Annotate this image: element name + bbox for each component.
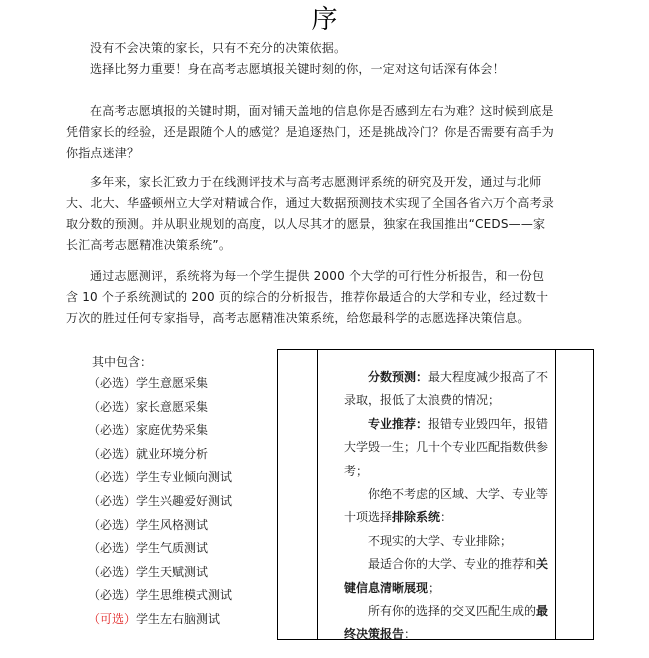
required-tag: （必选） (88, 376, 137, 390)
item-name: 学生意愿采集 (136, 376, 209, 390)
list-item (88, 608, 232, 632)
feature-heading: 排除系统 (392, 510, 441, 525)
item-name: 家长意愿采集 (136, 399, 209, 414)
list-item (88, 514, 232, 538)
required-tag: （必选） (88, 493, 137, 508)
feature-heading: 关键信息清晰展现 (344, 557, 549, 595)
feature-punct: ： (440, 510, 453, 525)
feature-body: 不现实的大学、专业排除； (368, 533, 513, 548)
feature-heading: 专业推荐： (368, 416, 429, 431)
optional-tag: （可选） (88, 611, 137, 626)
box-divider-left (317, 350, 318, 639)
item-name: 学生左右脑测试 (136, 611, 221, 626)
required-tag: （必选） (88, 399, 137, 414)
list-item (88, 466, 232, 490)
required-tag: （必选） (88, 517, 137, 532)
intro-paragraph-1: 没有不会决策的家长，只有不充分的决策依据。 (90, 41, 347, 55)
feature-body: 所有你的选择的交叉匹配生成的 (368, 604, 537, 619)
list-item (88, 584, 232, 608)
required-tag: （必选） (88, 423, 137, 438)
intro-paragraph-3: 在高考志愿填报的关键时期，面对铺天盖地的信息你是否感到左右为难？这时候到底是凭借家长的经验，还是跟随个人的感觉？是追逐热门，还是挑战冷门？你是否需要有高手为你指点迷津？ (66, 104, 555, 160)
list-item (88, 537, 232, 561)
item-name: 学生专业倾向测试 (136, 470, 233, 485)
item-name: 学生思维模式测试 (136, 588, 233, 603)
contents-label: 其中包含： (92, 355, 153, 369)
list-item (88, 396, 232, 420)
feature-body: 最适合你的大学、专业的推荐和 (368, 557, 537, 572)
required-tag: （必选） (88, 541, 137, 556)
list-item (88, 490, 232, 514)
feature-score-prediction (344, 366, 556, 413)
item-name: 学生天赋测试 (136, 564, 209, 579)
feature-heading: 最终决策报告 (344, 604, 549, 642)
feature-key-info (344, 553, 556, 600)
test-item-list (88, 372, 232, 632)
feature-major-recommendation (344, 413, 556, 483)
feature-final-report (344, 600, 556, 647)
feature-box-text (344, 366, 556, 647)
list-item (88, 419, 232, 443)
list-item (88, 443, 232, 467)
page-title: 序 (311, 5, 338, 35)
item-name: 学生兴趣爱好测试 (136, 493, 233, 508)
intro-paragraph-2: 选择比努力重要！身在高考志愿填报关键时刻的你，一定对这句话深有体会！ (90, 62, 505, 76)
item-name: 家庭优势采集 (136, 423, 209, 438)
feature-body: 报错专业毁四年，报错大学毁一生；几十个专业匹配指数供参考； (344, 416, 549, 478)
required-tag: （必选） (88, 446, 137, 461)
item-name: 学生风格测试 (136, 517, 209, 532)
required-tag: （必选） (88, 470, 137, 485)
item-name: 学生气质测试 (136, 541, 209, 556)
required-tag: （必选） (88, 564, 137, 579)
about-paragraph: 多年来，家长汇致力于在线测评技术与高考志愿测评系统的研究及开发，通过与北师大、北大、华盛顿州立大学对精诚合作，通过大数据预测技术实现了全国各省六万个高考录取分数的预测。并从职业规划的高度，以人尽其才的愿景，独家在我国推出“CEDS——家长汇高考志愿精准决策系统”。 (66, 175, 555, 252)
feature-exclusion (344, 483, 556, 530)
item-name: 就业环境分析 (136, 446, 209, 461)
list-item (88, 372, 232, 396)
feature-punct: ： (404, 627, 417, 642)
required-tag: （必选） (88, 588, 137, 603)
feature-unrealistic (344, 530, 556, 553)
evaluation-paragraph: 通过志愿测评，系统将为每一个学生提供 2000 个大学的可行性分析报告，和一份包含 10 个子系统测试的 200 页的综合的分析报告，推荐你最适合的大学和专业，经过数十万次的胜过任何专家指导，高考志愿精准决策系统，给您最科学的志愿选择决策信息。 (66, 269, 549, 325)
feature-punct: ； (428, 580, 441, 595)
feature-body: 最大程度减少报高了不录取，报低了太浪费的情况； (344, 370, 549, 408)
feature-heading: 分数预测： (368, 370, 429, 384)
list-item (88, 561, 232, 585)
feature-body: 你绝不考虑的区域、大学、专业等十项选择 (344, 487, 549, 525)
